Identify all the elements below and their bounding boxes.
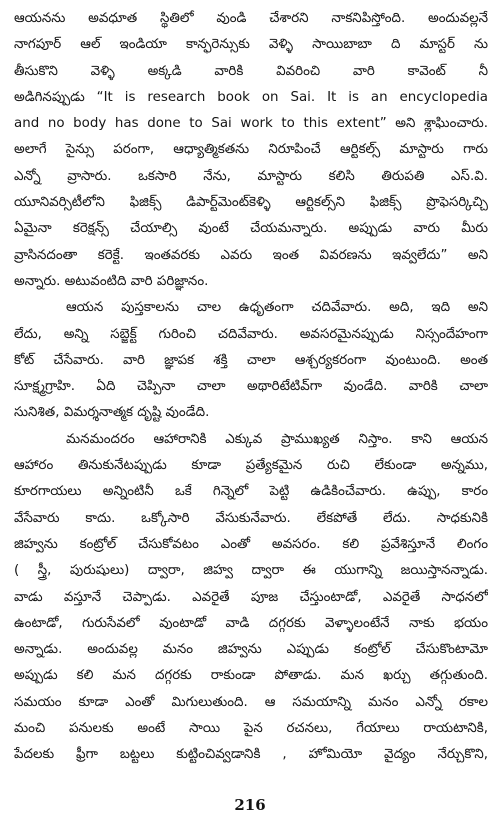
text-line: సూక్ష్మగ్రాహి. ఏది చెప్పినా చాలా అథారిటేటివ్‌గా వుండేది. వారికి చాలా [14,379,488,395]
text-line: నాగపూర్ ఆల్ ఇండియా కాన్ఫరెన్సుకు వెళ్ళి సాయిబాబా ది మాస్టర్ ను [14,37,488,53]
text-line: అప్పుడు కలి మన దగ్గరకు రాకుండా పోతాడు. మన ఖర్చు తగ్గుతుంది. [14,668,488,684]
text-line: పేదలకు ఫ్రీగా బట్టలు కుట్టించివ్వడానికి , హోమియో వైద్యం నేర్చుకొని, [14,747,488,763]
text-line: వేసేవారు కాదు. ఒక్కోసారి వేసుకునేవారు. లేకపోతే లేదు. సాధకునికి [14,510,488,526]
text-line: మంచి పనులకు అంటే సాయి పైన రచనలు, గేయాలు రాయటానికి, [14,721,488,737]
text-line: యూనివర్సిటీలోని ఫిజిక్స్ డిపార్ట్‌మెంట్‌కెళ్ళి ఆర్టికల్స్‌ని ఫిజిక్స్ ప్రొఫెసర్కిచ్చి [14,195,488,211]
text-line: ఆహారం తినుకునేటప్పుడు కూడా ప్రత్యేకమైన రుచి లేకుండా అన్నము, [14,458,488,474]
text-line: అడిగినప్పుడు “It is research book on Sai. It is an encyclopedia [14,89,488,105]
text-line: అన్నాడు. అందువల్ల మనం జిహ్వను ఎప్పుడు కంట్రోల్ చేసుకొంటామో [14,642,488,658]
page-number: 216 [234,796,266,814]
text-line: వ్రాసినదంతా కరెక్టే. ఇంతవరకు ఎవరు ఇంత వివరణను ఇవ్వలేదు” అని [14,247,488,263]
text-line: అలాగే సైన్సు పరంగా, ఆధ్యాత్మికతను నిరూపించే ఆర్టికల్స్ మాస్టారు గారు [14,142,488,158]
text-line: ఉంటాడో, గురుసేవలో వుంటాడో వాడి దగ్గరకు వెళ్ళాలంటేనే నాకు భయం [14,615,488,631]
book-page [14,6,488,829]
paragraph-end-line: సునిశిత, విమర్శనాత్మక దృష్టి వుండేది. [14,405,210,421]
text-line: and no body has done to Sai work to this extent” అని శ్లాఘించారు. [14,116,488,132]
text-line: ఎన్నో వ్రాసారు. ఒకసారి నేను, మాస్టారు కలిసి తిరుపతి ఎస్.వి. [14,168,488,184]
text-line: జిహ్వను కంట్రోల్ చేసుకోవటం ఎంతో అవసరం. కలి ప్రవేశిస్తూనే లింగం [14,536,488,552]
text-line: వాడు వస్తూనే చెప్పాడు. ఎవరైతే పూజ చేస్తుంటాడో, ఎవరైతే సాధనలో [14,589,488,605]
text-line: సమయం కూడా ఎంతో మిగులుతుంది. ఆ సమయాన్ని మనం ఎన్నో రకాల [14,694,488,710]
paragraph-start-line: ఆయన పుస్తకాలను చాల ఉధృతంగా చదివేవారు. అది, ఇది అని [66,300,488,316]
text-line: ఏమైనా కరెక్షన్స్ చేయాల్సి వుంటే చేయమన్నారు. అప్పుడు వారు మీరు [14,221,488,237]
text-line: తీసుకొని వెళ్ళి అక్కడి వారికి వివరించి వారి కావెంట్ నీ [14,63,488,79]
paragraph-start-line: మనమందరం ఆహారానికి ఎక్కువ ప్రాముఖ్యత నిస్తాం. కాని ఆయన [66,431,488,447]
paragraph-end-line: అన్నారు. అటువంటిది వారి పరిజ్ఞానం. [14,273,209,289]
text-line: ఆయనను అవధూత స్థితిలో వుండి చేశారని నాకనిపిస్తోంది. అందువల్లనే [14,11,488,26]
text-line: కోట్ చేసేవారు. వారి జ్ఞాపక శక్తి చాలా ఆశ్చర్యకరంగా వుంటుంది. అంత [14,352,488,368]
text-line: కూరగాయలు అన్నింటినీ ఒకే గిన్నెలో పెట్టి ఉడికించేవారు. ఉప్పు, కారం [14,484,488,500]
text-line: లేదు, అన్ని సబ్జెక్ట్ గురించి చదివేవారు. అవసరమైనప్పుడు నిస్సందేహంగా [14,326,488,342]
text-line: ( స్త్రీ, పురుషులు) ద్వారా, జిహ్వ ద్వారా ఈ యుగాన్ని జయిస్తానన్నాడు. [14,563,488,579]
